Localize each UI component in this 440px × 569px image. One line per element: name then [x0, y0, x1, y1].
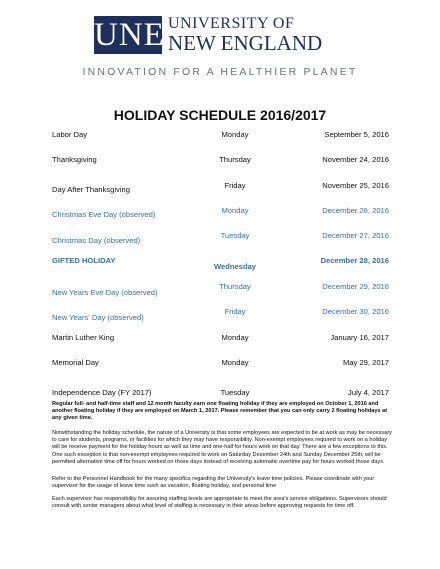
logo-mark: UNE	[94, 17, 165, 53]
holiday-date: November 25, 2016	[322, 181, 389, 190]
holiday-day: Monday	[221, 130, 249, 139]
holiday-name: Memorial Day	[52, 358, 99, 367]
holiday-date: May 29, 2017	[342, 358, 389, 367]
holiday-date: December 30, 2016	[322, 307, 389, 316]
holiday-name: Martin Luther King	[52, 333, 115, 342]
holiday-day: Friday	[224, 307, 246, 316]
supervisor-note: Each supervisor has responsibility for assuring staffing levels are appropriate to meet the area's service obligations. Supervisors should consult with senior managers about what level of staffing is necessary in their areas before approving requests for time off.	[52, 496, 387, 510]
holiday-name: Independence Day (FY 2017)	[52, 388, 152, 397]
holiday-name: Thanksgiving	[52, 155, 97, 164]
holiday-day: Monday	[221, 358, 249, 367]
holiday-day: Monday	[221, 206, 249, 215]
holiday-name: New Years' Day (observed)	[52, 313, 144, 322]
holiday-date: December 28, 2016	[320, 256, 389, 265]
university-logo	[94, 16, 322, 54]
holiday-row	[52, 155, 389, 169]
holiday-day: Monday	[221, 333, 249, 342]
holiday-day: Thursday	[219, 282, 251, 291]
logo-wordmark	[168, 16, 322, 54]
notwithstanding-note: Notwithstanding the holiday schedule, the nature of a University is that some employees are expected to be at work as may be necessary to care for students, programs, or facilities for which they may have responsibility. Non-exempt employees required to work on a holiday will be receive payment for the holiday hours as well as time and one-half for hours work on that day. There are a few exceptions to this. One such exception is that non-exempt employees required to work on Saturday December 24th and Sunday December 25th, will be permitted alternative time off for hours worked on those days instead of receiving automatic overtime pay for hours worked those days.	[52, 430, 392, 465]
holiday-date: January 16, 2017	[330, 333, 389, 342]
holiday-name: New Years Eve Day (observed)	[52, 288, 158, 297]
holiday-name: Day After Thanksgiving	[52, 185, 130, 194]
logo-line2: NEW ENGLAND	[168, 31, 323, 55]
holiday-date: December 29, 2016	[322, 282, 389, 291]
holiday-row	[52, 231, 389, 245]
holiday-row	[52, 333, 389, 347]
holiday-day: Thursday	[219, 155, 251, 164]
holiday-row	[52, 358, 389, 372]
holiday-row	[52, 181, 389, 195]
holiday-name: GIFTED HOLIDAY	[52, 256, 116, 265]
holiday-row	[52, 307, 389, 321]
holiday-date: December 26, 2016	[322, 206, 389, 215]
floating-holiday-note: Regular full- and half-time staff and 12 month faculty earn one floating holiday if they are employed on October 1, 2016 and another floating holiday if they are employed on March 1, 2017. Please remember that you can only carry 2 floating holidays at any given time.	[52, 401, 388, 422]
tagline: INNOVATION FOR A HEALTHIER PLANET	[82, 66, 358, 78]
holiday-date: July 4, 2017	[348, 388, 389, 397]
holiday-row	[52, 388, 389, 402]
holiday-row	[52, 256, 389, 270]
holiday-date: December 27, 2016	[322, 231, 389, 240]
holiday-date: November 24, 2016	[322, 155, 389, 164]
page-title: HOLIDAY SCHEDULE 2016/2017	[113, 107, 327, 123]
handbook-note: Refer to the Personnel Handbook for the many specifics regarding the University's leave time policies. Please coordinate with your supervisor for the usage of leave time such as vacation, floating holiday, and personal time	[52, 476, 375, 490]
holiday-row	[52, 206, 389, 220]
holiday-row	[52, 130, 389, 144]
holiday-day: Wednesday	[213, 262, 257, 271]
holiday-day: Tuesday	[220, 388, 250, 397]
holiday-row	[52, 282, 389, 296]
holiday-name: Labor Day	[52, 130, 88, 139]
holiday-day: Tuesday	[220, 231, 250, 240]
holiday-day: Friday	[224, 181, 246, 190]
holiday-name: Christmas Day (observed)	[52, 236, 141, 245]
holiday-date: September 5, 2016	[324, 130, 389, 139]
holiday-name: Christmas Eve Day (observed)	[52, 210, 156, 219]
logo-line1: UNIVERSITY OF	[168, 15, 295, 32]
